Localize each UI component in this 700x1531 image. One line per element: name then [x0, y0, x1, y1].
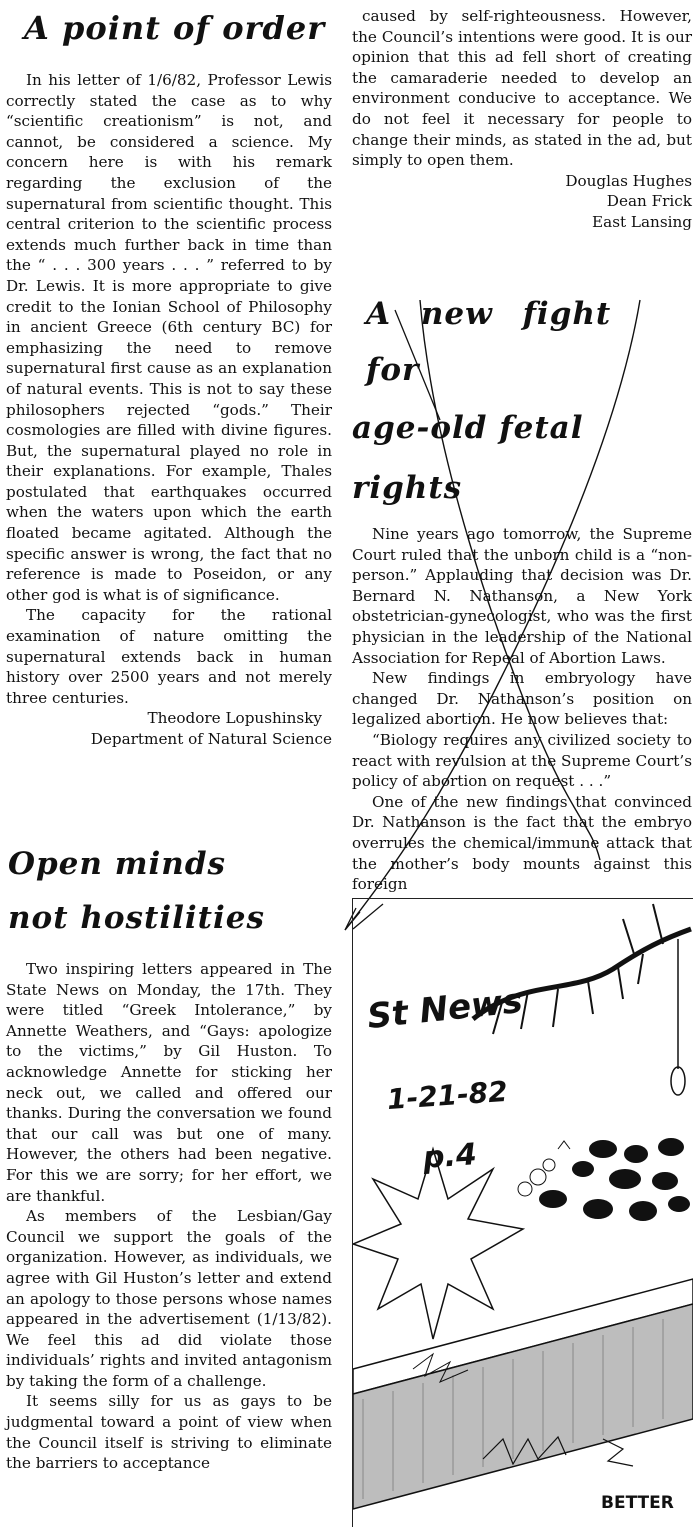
- letter-paragraph: In his letter of 1/6/82, Professor Lewis correctly stated the case as to why “scientific creationism” is not, and cannot, be considered a science. My concern here is with his remark regarding the exclusion of the supernatural from scientific thought. This central criterion to the scientific process extends much further back in time than the “ . . . 300 years . . . ” referred to by Dr. Lewis. It is more appropriate to give credit to the Ionian School of Philosophy in ancient Greece (6th century BC) for emphasizing the need to remove supernatural first cause as an explanation of natural events. This is not to say these philosophers rejected “gods.” Their cosmologies are filled with divine figures. But, the supernatural played no role in their explanations. For example, Thales postulated that earthquakes occurred when the waters upon which the earth floated became agitated. Although the specific answer is wrong, the fact that no reference is made to Poseidon, or any other god is what is of significance.: [6, 71, 332, 604]
- letter-continuation: caused by self-righteousness. However, the Council’s intentions were good. It is our opinion that this ad fell short of creating the camaraderie needed to develop an environment conducive to acceptance. We do not feel it necessary for people to change their minds, as stated in the ad, but simply to open them.: [352, 7, 692, 170]
- headline-open-minds-line2: not hostilities: [8, 900, 265, 936]
- letter-paragraph: Nine years ago tomorrow, the Supreme Court ruled that the unborn child is a “non-person.” Applauding that decision was Dr. Bernard N. Nathanson, a New York obstetrician-gynecologist, who was the first physician in the leadership of the National Association for Repeal of Abortion Laws.: [352, 525, 692, 667]
- editorial-cartoon: [352, 898, 693, 1527]
- letter-fetal-rights: [352, 286, 692, 895]
- signature-name: Dean Frick: [606, 192, 692, 211]
- handwritten-page: p.4: [421, 1137, 478, 1176]
- headline-point-of-order: A point of order: [24, 9, 326, 47]
- handwritten-date: 1-21-82: [385, 1074, 509, 1117]
- letter-paragraph: The capacity for the rational examination of nature omitting the supernatural extends back in human history over 2500 years and not merely three centuries.: [6, 606, 332, 707]
- letter-paragraph: It seems silly for us as gays to be judgmental toward a point of view when the Council itself is striving to eliminate the barriers to acceptance: [6, 1392, 332, 1473]
- headline-open-minds-line1: Open minds: [8, 846, 226, 882]
- headline-fetal-rights-line2: age-old fetal rights: [352, 410, 584, 506]
- signature-location: East Lansing: [592, 212, 692, 231]
- signature-name: Theodore Lopushinsky: [147, 709, 322, 728]
- signature-affiliation: Department of Natural Science: [90, 730, 332, 748]
- handwritten-source: St News: [365, 980, 525, 1038]
- headline-fetal-rights-line1: A new fight for: [366, 296, 612, 388]
- letter-point-of-order: [6, 0, 332, 750]
- letter-open-minds: [6, 836, 332, 1474]
- cartoon-caption: BETTER: [601, 1493, 674, 1513]
- letter-paragraph: As members of the Lesbian/Gay Council we support the goals of the organization. However, as individuals, we agree with Gil Huston’s letter and extend an apology to those persons whose names appeared in the advertisement (1/13/82). We feel this ad did violate those individuals’ rights and invited antagonism by taking the form of a challenge.: [6, 1207, 332, 1390]
- letter-paragraph: One of the new findings that convinced Dr. Nathanson is the fact that the embryo overrules the chemical/immune attack that the mother’s body mounts against this foreign: [352, 792, 692, 894]
- signature-name: Douglas Hughes: [565, 171, 692, 190]
- letter-paragraph: Two inspiring letters appeared in The State News on Monday, the 17th. They were titled “Greek Intolerance,” by Annette Weathers, and “Gays: apologize to the victims,” by Gil Huston. To acknowledge Annette for sticking her neck out, we called and offered our thanks. During the conversation we found that our call was but one of many. However, the others had been negative. For this we are sorry; for her effort, we are thankful.: [6, 960, 332, 1205]
- letter-paragraph: “Biology requires any civilized society to react with revulsion at the Supreme Court’s policy of abortion on request . . .”: [352, 730, 692, 791]
- letter-open-minds-continued: [352, 6, 692, 233]
- letter-paragraph: New findings in embryology have changed Dr. Nathanson’s position on legalized abortion. He now believes that:: [352, 669, 692, 729]
